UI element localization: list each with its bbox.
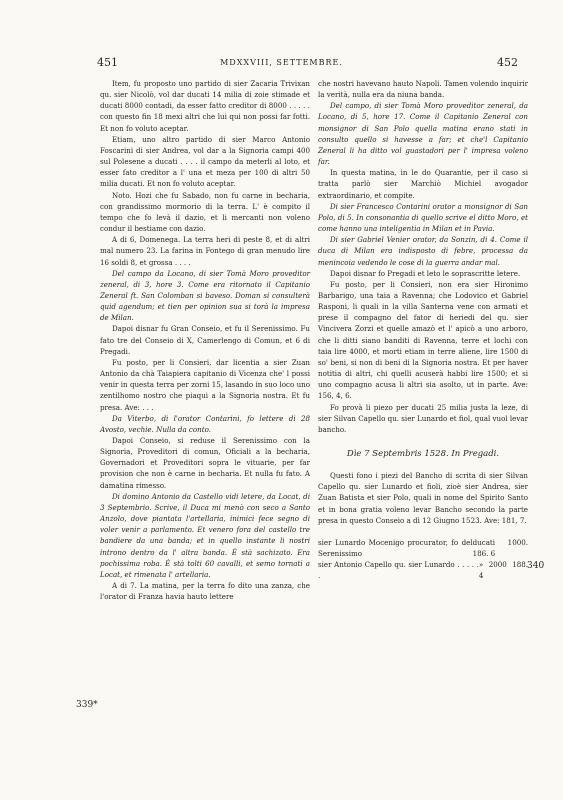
pledge-row bbox=[318, 537, 528, 559]
paragraph: Dapoi Conseio, si reduse il Serenissimo con la Signoria, Proveditori di comun, Oficiali a la becharia, Governadori et Proveditori sopra le vituarie, per far provision che non è carne in becharia. Et nulla fu fato. A damatina rimesso. bbox=[100, 436, 310, 490]
paragraph: Di sier Francesco Contarini orator a monsignor di San Polo, di 5. In consonantia di quello scrive el ditto Moro, et come hanno una inteligentia in Milan et in Pavia. bbox=[318, 201, 528, 234]
paragraph: Fo provà li piezo per ducati 25 milia justa la leze, di sier Silvan Capello qu. sier Lunardo et fiol, qual vuol levar bancho. bbox=[318, 402, 528, 434]
page-number-left: 451 bbox=[97, 56, 118, 69]
pledge-row bbox=[318, 559, 528, 581]
paragraph: Di domino Antonio da Castello vidi letere, da Locat, di 3 Septembrio. Scrive, il Duca mi menò con seco a Santo Anzolo, dove piantata l'artellaria, inimici fece segno di voler venir a parlamento. Et venero fora del castello tre bandiere da una banda; et in quello instante li nostri introno dentro da l' altra banda. È stà sachizato. Era pochissima roba. È stà tolti 60 cavalli, et semo tornati a Locat, et rimenata l' artellaria. bbox=[100, 491, 310, 579]
running-header: MDXXVIII, SETTEMBRE. bbox=[220, 58, 343, 67]
pledge-amount: ducati 1000. 186. 6 bbox=[472, 537, 528, 559]
paragraph: Dapoi disnar fu Gran Conseio, et fu il Serenissimo. Fu fato tre del Conseio di X, Camerlengo di Comun, et 6 di Pregadi. bbox=[100, 324, 310, 356]
left-column bbox=[100, 78, 310, 602]
paragraph: Etiam, uno altro partido di sier Marco Antonio Foscarini di sier Andrea, vol dar a la Signoria campi 400 sul Polesene a ducati . . . . il campo da meterli al loto, et esser fato creditor a l' una et meza per 100 di altri 50 milia ducati. Et non fo voluto aceptar. bbox=[100, 134, 310, 189]
margin-note-right: 340 bbox=[527, 561, 545, 571]
paragraph: Noto. Hozi che fu Sabado, non fu carne in becharia, con grandissimo mormorio di la terra. L' è compito il tempo che fo levà il dazio, et li mercanti non voleno condur il bestiame con dazio. bbox=[100, 190, 310, 234]
paragraph: Fu posto, per li Consieri, dar licentia a sier Zuan Antonio da chà Taiapiera capitanio di Vicenza che' l possi venir in questa terra per zorni 15, lasando in suo loco uno zentilhomo nostro che piaqui a la Signoria nostra. Et fu presa. Ave: . . . bbox=[100, 357, 310, 412]
paragraph: A di 7. La matina, per la terra fo dito una zanza, che l'orator di Franza havia hauto lettere bbox=[100, 581, 310, 602]
paragraph: Dapoi disnar fo Pregadi et leto le soprascritte letere. bbox=[330, 268, 521, 278]
pledge-amount: » 2000 188. 4 bbox=[478, 560, 528, 581]
paragraph: Del campo da Locano, di sier Tomà Moro proveditor zeneral, di 3, hore 3. Come era ritornato il Capitanio Zeneral ft. San Colomban si baveso. Doman si consulterà quid agendum; et tien per opinion sua si torà la impresa de Milan. bbox=[100, 268, 310, 323]
paragraph: Di sier Gabriel Venier orator, da Sonzin, di 4. Come il duca di Milan era indisposto di febre, processa da menincoia vedendo le cose di la guerra andar mal. bbox=[318, 235, 528, 267]
right-column bbox=[318, 78, 528, 582]
paragraph: A di 6, Domenega. La terra heri di peste 8, et di altri mal numero 23. La farina in Fontego di gran menudo lire 16 soldi 8, et grossa . . . . bbox=[100, 235, 310, 267]
page-number-right: 452 bbox=[497, 56, 518, 69]
paragraph: Da Viterbo, di l'orator Contarini, fo lettere di 28 Avosto, vechie. Nulla da conto. bbox=[100, 413, 310, 434]
paragraph: Del campo, di sier Tomà Moro proveditor zeneral, da Locano, di 5, hore 17. Come il Capitanio Zeneral con monsignor di San Polo quella matina erano stati in consulto quello si havesse a far; et che'l Capitanio Zeneral li ha ditto vol guastadori per l' impresa voleno far. bbox=[318, 101, 528, 167]
section-heading: Dìe 7 Septembris 1528. In Pregadi. bbox=[346, 449, 500, 459]
paragraph: Item, fu proposto uno partido di sier Zacaria Trivixan qu. sier Nicolò, vol dar ducati 14 milia di zoie stimade et ducati 8000 contadi, da esser fatto creditor di 8000 . . . . . con questo fin 18 mexi altri che lui qui non possi far fotti. Et non fo voluto aceptar. bbox=[100, 79, 310, 133]
paragraph: In questa matina, in le do Quarantie, per il caso si tratta parlò sier Marchiò Michiel avogador extraordinario, et compite. bbox=[318, 168, 528, 200]
paragraph: che nostri havevano hauto Napoli. Tamen volendo inquirir la verità, nulla era da niuna banda. bbox=[318, 79, 528, 100]
paragraph: Fu posto, per li Consieri, non era sier Hironimo Barbarigo, una taia a Ravenna; che Lodovico et Gabriel Rasponi, li quali in la villa Santerna vene con armati et prese il compagno del fator di heriedi del qu. sier Vincivera Zorzi et quelle amazò et l' apicò a uno arboro, che li ditti siano banditi di Ravenna, terre et lochi con taia lire 4000, et morti etiam in terre aliene, lire 1500 di so' beni, si non di beni di la Signoria nostra. Et per haver notitia di altri, chi quelli acuserà habbi lire 1500; et si uno compagno acusa li altri sia asolto, ut in parte. Ave: 156, 4, 6. bbox=[318, 279, 528, 401]
paragraph: Questi fono i piezi del Bancho di scrita di sier Silvan Capello qu. sier Lunardo et fioli, zioè sier Andrea, sier Zuan Batista et sier Polo, quali in nome del Spirito Santo et in bona gratia voleno levar Bancho secondo la parte presa in questo Conseio a dì 12 Giugno 1523. Ave: 181, 7. bbox=[318, 471, 528, 525]
pledge-name: sier Lunardo Mocenigo procurator, fo del Serenissimo bbox=[318, 537, 473, 559]
margin-note-left: 339* bbox=[76, 700, 98, 710]
pledge-name: sier Antonio Capello qu. sier Lunardo . . . . . . bbox=[318, 560, 479, 581]
